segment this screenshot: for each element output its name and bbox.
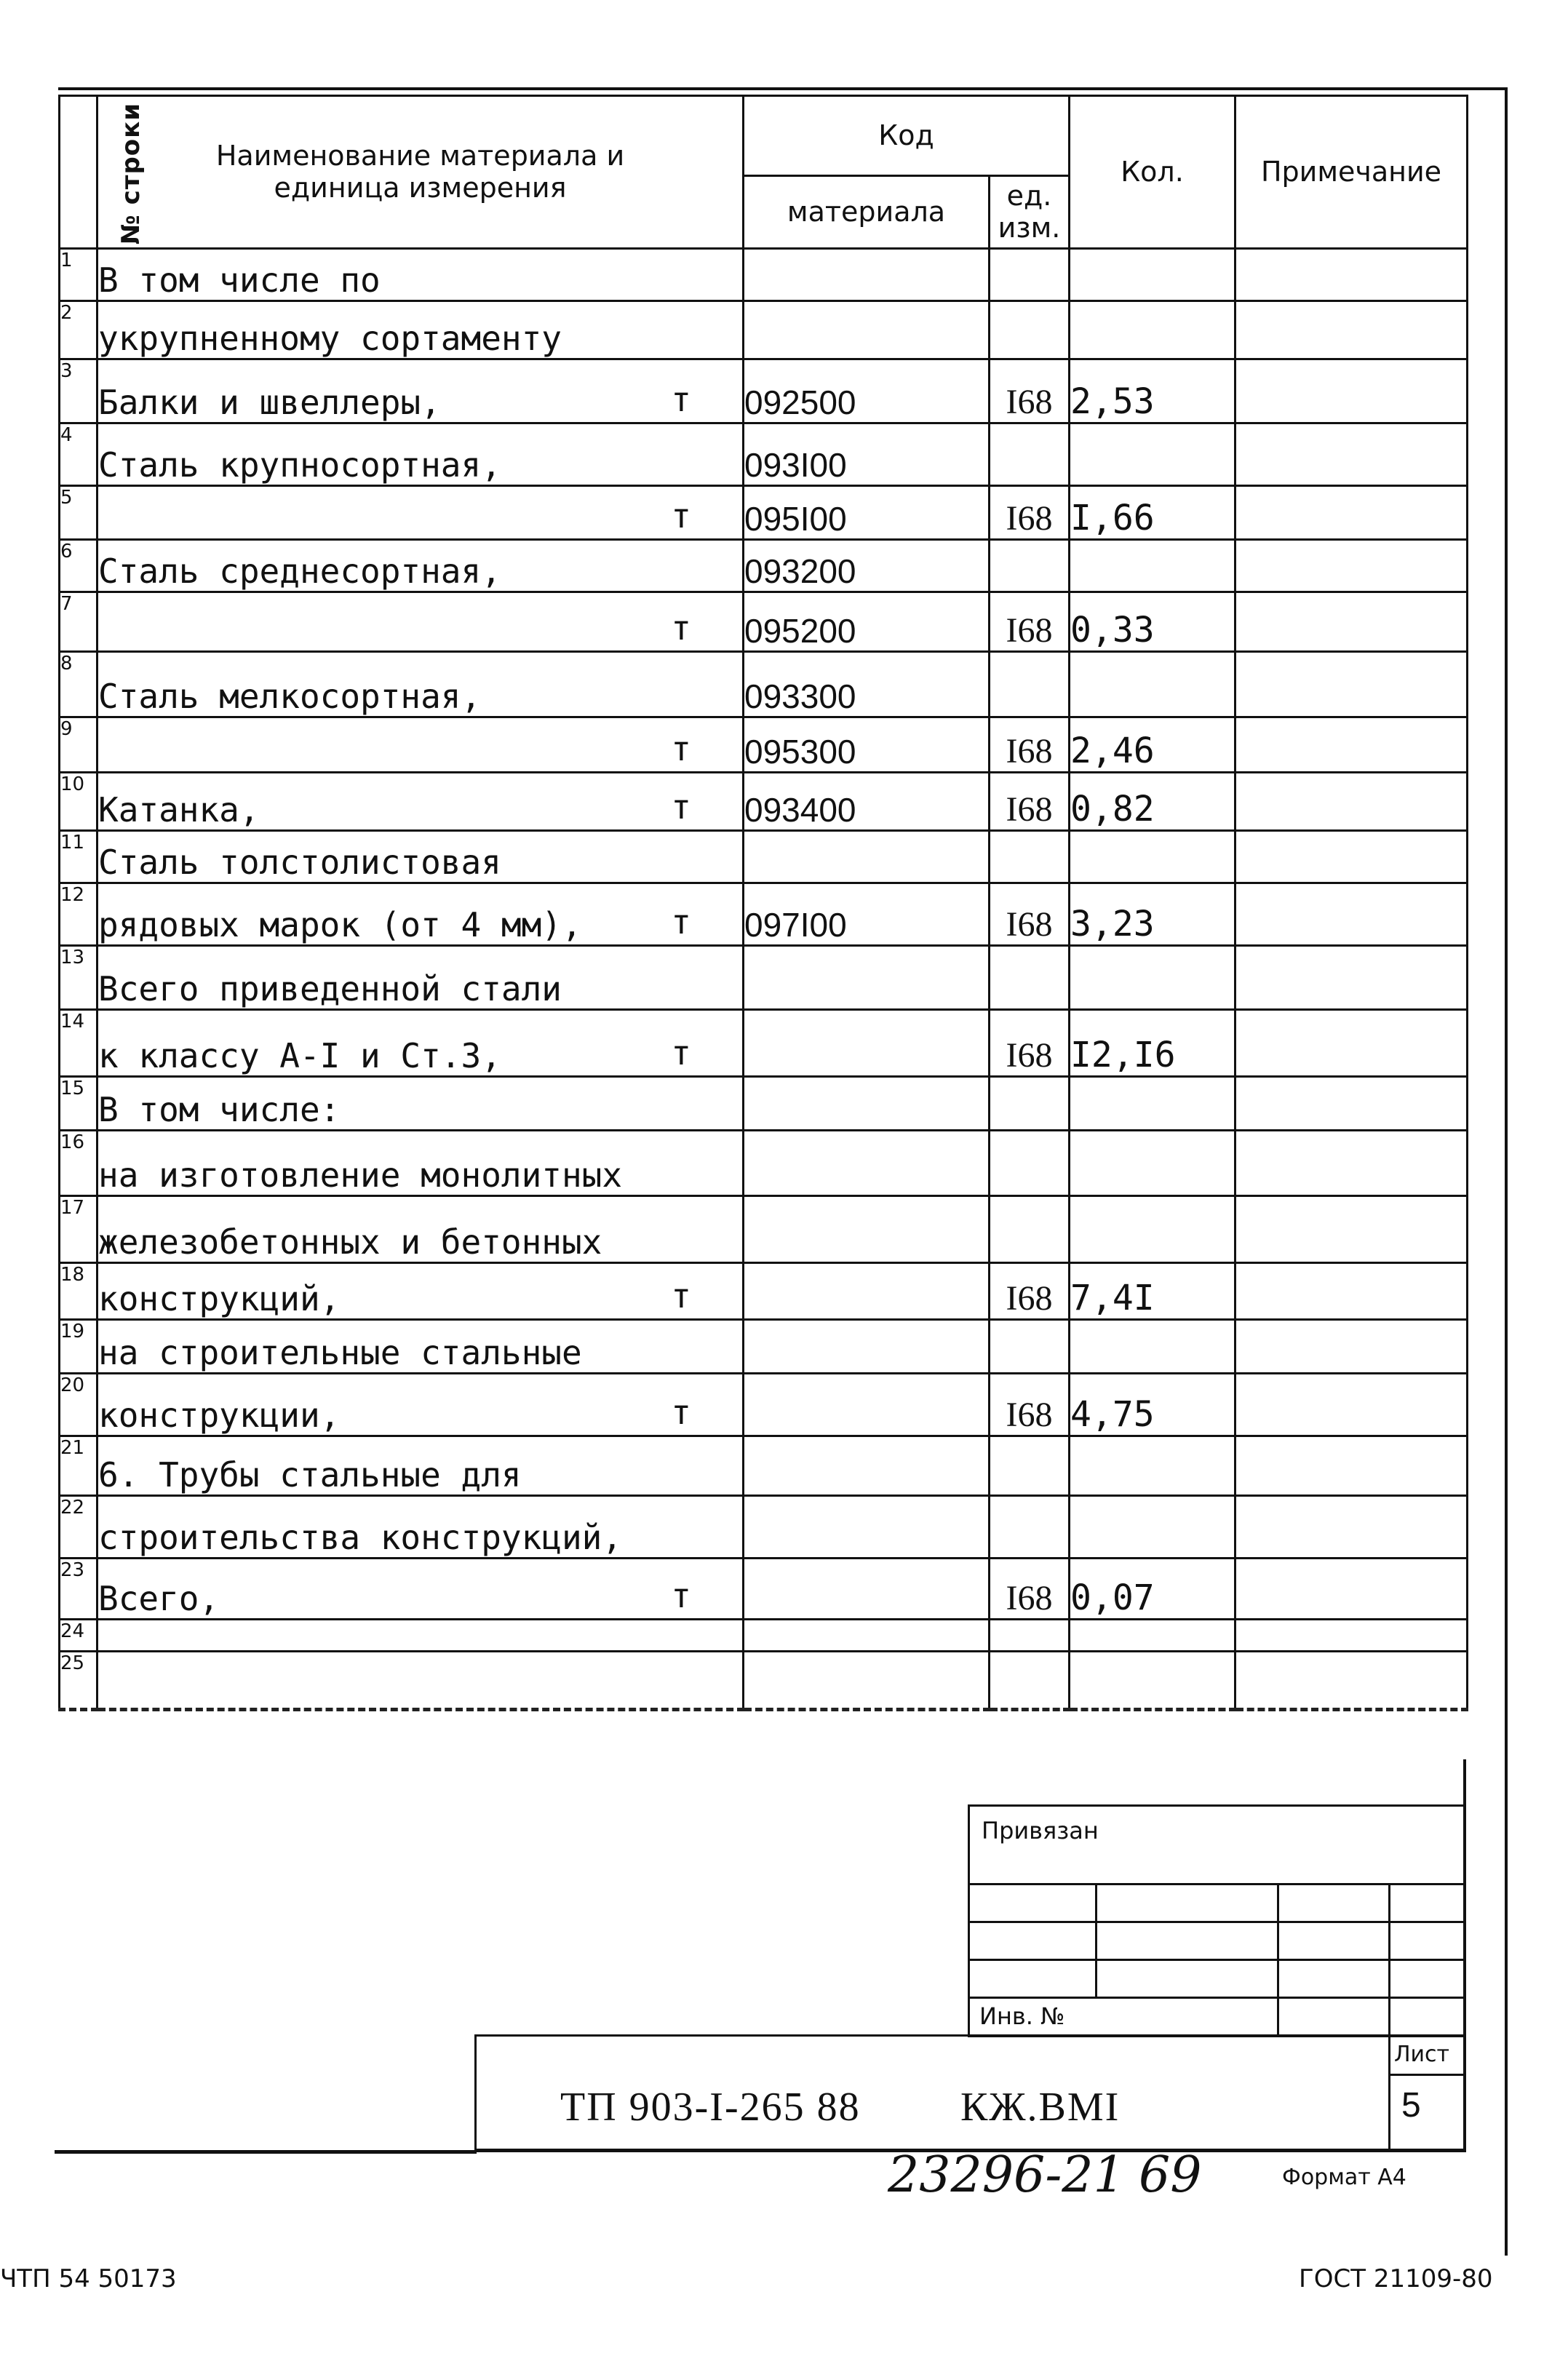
material-name (98, 301, 744, 359)
row-number: 9 (60, 717, 98, 773)
material-spec-table (58, 95, 1468, 1711)
note-cell (1235, 423, 1468, 486)
material-name (98, 831, 744, 883)
unit-code: I68 (990, 883, 1070, 946)
material-name-text: Сталь крупносортная, (98, 445, 501, 485)
material-code: 097I00 (744, 883, 990, 946)
table-row (60, 1010, 1468, 1077)
quantity (1070, 946, 1235, 1010)
grid-line (968, 1921, 1466, 1923)
unit-text: т (671, 1033, 691, 1072)
note-cell (1235, 883, 1468, 946)
material-code (744, 831, 990, 883)
table-row (60, 652, 1468, 717)
note-cell (1235, 1196, 1468, 1263)
unit-code (990, 1496, 1070, 1559)
footer-left: ЧТП 54 50173 (0, 2264, 177, 2293)
table-row (60, 717, 1468, 773)
page-top-border (58, 87, 1506, 90)
table-row (60, 773, 1468, 831)
material-code (744, 1436, 990, 1496)
material-name-text: конструкций, (98, 1279, 341, 1318)
unit-text: т (671, 380, 691, 419)
material-name (98, 1374, 744, 1436)
material-code: 093I00 (744, 423, 990, 486)
unit-code (990, 1131, 1070, 1196)
table-row (60, 592, 1468, 652)
material-name-text: рядовых марок (от 4 мм), (98, 905, 582, 944)
material-name (98, 359, 744, 423)
quantity: 0,33 (1070, 592, 1235, 652)
row-number: 14 (60, 1010, 98, 1077)
unit-code (990, 1196, 1070, 1263)
quantity (1070, 423, 1235, 486)
material-code (744, 249, 990, 301)
material-code (744, 1620, 990, 1652)
handwritten-page: 69 (1139, 2146, 1202, 2204)
grid-line (1095, 1883, 1097, 1997)
material-code (744, 1131, 990, 1196)
unit-code: I68 (990, 1263, 1070, 1320)
material-name (98, 1559, 744, 1620)
note-cell (1235, 946, 1468, 1010)
quantity: 3,23 (1070, 883, 1235, 946)
grid-line (1388, 1883, 1390, 2037)
note-cell (1235, 1496, 1468, 1559)
material-name-text: В том числе по (98, 260, 381, 300)
sheet-number: 5 (1401, 2086, 1422, 2125)
row-number: 13 (60, 946, 98, 1010)
unit-code (990, 1320, 1070, 1374)
row-number: 15 (60, 1077, 98, 1131)
material-code: 095200 (744, 592, 990, 652)
unit-code: I68 (990, 486, 1070, 540)
material-name-text: В том числе: (98, 1090, 341, 1129)
material-code: 095300 (744, 717, 990, 773)
unit-code: I68 (990, 1374, 1070, 1436)
material-code: 092500 (744, 359, 990, 423)
table-row (60, 1077, 1468, 1131)
quantity: 7,4I (1070, 1263, 1235, 1320)
unit-code (990, 831, 1070, 883)
material-code (744, 301, 990, 359)
table-row (60, 831, 1468, 883)
material-name-text: строительства конструкций, (98, 1518, 623, 1557)
material-name-text: железобетонных и бетонных (98, 1222, 602, 1262)
table-row (60, 1374, 1468, 1436)
material-name (98, 540, 744, 592)
note-cell (1235, 717, 1468, 773)
material-code (744, 1196, 990, 1263)
quantity: 0,07 (1070, 1559, 1235, 1620)
sheet-divider (1388, 2034, 1390, 2152)
note-cell (1235, 1131, 1468, 1196)
table-row (60, 359, 1468, 423)
material-name (98, 1320, 744, 1374)
table-row (60, 1131, 1468, 1196)
note-cell (1235, 359, 1468, 423)
quantity (1070, 1196, 1235, 1263)
table-row (60, 1196, 1468, 1263)
note-cell (1235, 831, 1468, 883)
table-row (60, 249, 1468, 301)
quantity: 2,53 (1070, 359, 1235, 423)
material-code: 093200 (744, 540, 990, 592)
quantity (1070, 1652, 1235, 1710)
material-name (98, 1010, 744, 1077)
note-cell (1235, 773, 1468, 831)
note-cell (1235, 486, 1468, 540)
grid-line (968, 1959, 1466, 1961)
table-row (60, 423, 1468, 486)
material-code (744, 1010, 990, 1077)
grid-line (968, 1997, 1466, 1999)
unit-code: I68 (990, 1559, 1070, 1620)
row-number: 6 (60, 540, 98, 592)
footer-right: ГОСТ 21109-80 (1299, 2264, 1493, 2293)
material-name (98, 1263, 744, 1320)
unit-text: т (671, 1576, 691, 1615)
note-cell (1235, 652, 1468, 717)
bottom-rule (55, 2150, 477, 2154)
row-number: 18 (60, 1263, 98, 1320)
material-code: 093400 (744, 773, 990, 831)
page-right-border (1505, 87, 1508, 2256)
note-cell (1235, 301, 1468, 359)
material-name (98, 1496, 744, 1559)
unit-code: I68 (990, 359, 1070, 423)
material-name-text: к классу А-I и Ст.3, (98, 1036, 501, 1075)
quantity: 4,75 (1070, 1374, 1235, 1436)
header-code-unit: ед. изм. (990, 176, 1070, 249)
header-code-material: материала (744, 176, 990, 249)
row-number: 16 (60, 1131, 98, 1196)
row-number: 22 (60, 1496, 98, 1559)
note-cell (1235, 1652, 1468, 1710)
table-row (60, 946, 1468, 1010)
material-name-text: Сталь толстолистовая (98, 843, 501, 882)
row-number: 1 (60, 249, 98, 301)
material-name-text: Всего приведенной стали (98, 969, 562, 1008)
unit-text: т (671, 787, 691, 827)
note-cell (1235, 1010, 1468, 1077)
quantity (1070, 1620, 1235, 1652)
note-cell (1235, 540, 1468, 592)
note-cell (1235, 1374, 1468, 1436)
row-number: 23 (60, 1559, 98, 1620)
header-code: Код (744, 96, 1070, 176)
material-name (98, 1436, 744, 1496)
table-row (60, 1263, 1468, 1320)
quantity (1070, 1436, 1235, 1496)
material-name (98, 946, 744, 1010)
unit-text: т (671, 1276, 691, 1316)
quantity (1070, 1077, 1235, 1131)
quantity (1070, 1131, 1235, 1196)
row-number: 10 (60, 773, 98, 831)
material-name (98, 1131, 744, 1196)
table-row (60, 883, 1468, 946)
quantity (1070, 652, 1235, 717)
format-label: Формат А4 (1282, 2165, 1406, 2190)
row-number: 19 (60, 1320, 98, 1374)
row-number: 8 (60, 652, 98, 717)
unit-code (990, 1077, 1070, 1131)
material-name (98, 773, 744, 831)
material-name (98, 652, 744, 717)
unit-code (990, 946, 1070, 1010)
material-code (744, 1320, 990, 1374)
material-name (98, 1196, 744, 1263)
table-row (60, 1436, 1468, 1496)
material-name (98, 249, 744, 301)
table-row (60, 486, 1468, 540)
material-name-text: Сталь мелкосортная, (98, 677, 482, 716)
note-cell (1235, 592, 1468, 652)
material-name-text: укрупненному сортаменту (98, 319, 562, 358)
material-code (744, 1263, 990, 1320)
unit-code (990, 1620, 1070, 1652)
material-code (744, 1374, 990, 1436)
material-code (744, 1559, 990, 1620)
row-number: 24 (60, 1620, 98, 1652)
row-number: 20 (60, 1374, 98, 1436)
material-code: 093300 (744, 652, 990, 717)
note-cell (1235, 1320, 1468, 1374)
table-row (60, 1620, 1468, 1652)
row-number: 17 (60, 1196, 98, 1263)
grid-line (1277, 1883, 1279, 2037)
material-code: 095I00 (744, 486, 990, 540)
sheet-divider (1388, 2074, 1466, 2076)
table-row (60, 301, 1468, 359)
unit-code (990, 249, 1070, 301)
material-code (744, 1077, 990, 1131)
inv-label: Инв. № (979, 2002, 1065, 2030)
material-name (98, 423, 744, 486)
quantity (1070, 1320, 1235, 1374)
unit-code (990, 652, 1070, 717)
quantity: I,66 (1070, 486, 1235, 540)
material-name-text: Балки и швеллеры, (98, 383, 441, 422)
bound-label: Привязан (982, 1817, 1099, 1844)
row-number: 11 (60, 831, 98, 883)
unit-code (990, 301, 1070, 359)
header-note: Примечание (1235, 96, 1468, 249)
row-number: 25 (60, 1652, 98, 1710)
quantity: I2,I6 (1070, 1010, 1235, 1077)
row-number: 3 (60, 359, 98, 423)
material-code (744, 946, 990, 1010)
note-cell (1235, 1077, 1468, 1131)
row-number: 5 (60, 486, 98, 540)
material-name (98, 592, 744, 652)
grid-line (968, 1883, 1466, 1885)
quantity: 0,82 (1070, 773, 1235, 831)
quantity (1070, 301, 1235, 359)
quantity (1070, 1496, 1235, 1559)
material-name (98, 717, 744, 773)
note-cell (1235, 1263, 1468, 1320)
material-code (744, 1496, 990, 1559)
doc-mark: КЖ.ВМI (960, 2085, 1121, 2130)
unit-text: т (671, 902, 691, 942)
table-row (60, 1559, 1468, 1620)
unit-code: I68 (990, 773, 1070, 831)
unit-text: т (671, 496, 691, 536)
material-name-text: на строительные стальные (98, 1333, 582, 1372)
quantity (1070, 540, 1235, 592)
material-name-text: 6. Трубы стальные для (98, 1455, 522, 1495)
material-name-text: Сталь среднесортная, (98, 552, 501, 591)
note-cell (1235, 1436, 1468, 1496)
quantity (1070, 831, 1235, 883)
material-name (98, 883, 744, 946)
row-number: 4 (60, 423, 98, 486)
material-name-text: на изготовление монолитных (98, 1155, 623, 1195)
unit-code (990, 423, 1070, 486)
table-row (60, 540, 1468, 592)
unit-code: I68 (990, 717, 1070, 773)
material-name (98, 1077, 744, 1131)
row-number: 2 (60, 301, 98, 359)
note-cell (1235, 249, 1468, 301)
unit-code (990, 1652, 1070, 1710)
unit-code: I68 (990, 592, 1070, 652)
material-name (98, 1620, 744, 1652)
unit-code (990, 540, 1070, 592)
handwritten-number: 23296-21 (888, 2146, 1125, 2204)
note-cell (1235, 1559, 1468, 1620)
material-code (744, 1652, 990, 1710)
unit-code (990, 1436, 1070, 1496)
header-row-number: № строки (60, 96, 98, 249)
header-qty: Кол. (1070, 96, 1235, 249)
note-cell (1235, 1620, 1468, 1652)
sheet-label: Лист (1394, 2042, 1450, 2067)
unit-text: т (671, 1393, 691, 1432)
row-number: 12 (60, 883, 98, 946)
doc-code: ТП 903-I-265 88 (560, 2085, 861, 2130)
material-name-text: Всего, (98, 1579, 220, 1618)
quantity (1070, 249, 1235, 301)
material-name-text: Катанка, (98, 790, 260, 829)
table-row (60, 1320, 1468, 1374)
unit-text: т (671, 608, 691, 648)
material-name (98, 1652, 744, 1710)
row-number: 7 (60, 592, 98, 652)
table-row (60, 1652, 1468, 1710)
unit-text: т (671, 729, 691, 768)
unit-code: I68 (990, 1010, 1070, 1077)
material-name (98, 486, 744, 540)
quantity: 2,46 (1070, 717, 1235, 773)
material-name-text: конструкции, (98, 1396, 341, 1435)
header-name: Наименование материала и единица измерения (98, 96, 744, 249)
row-number: 21 (60, 1436, 98, 1496)
table-row (60, 1496, 1468, 1559)
